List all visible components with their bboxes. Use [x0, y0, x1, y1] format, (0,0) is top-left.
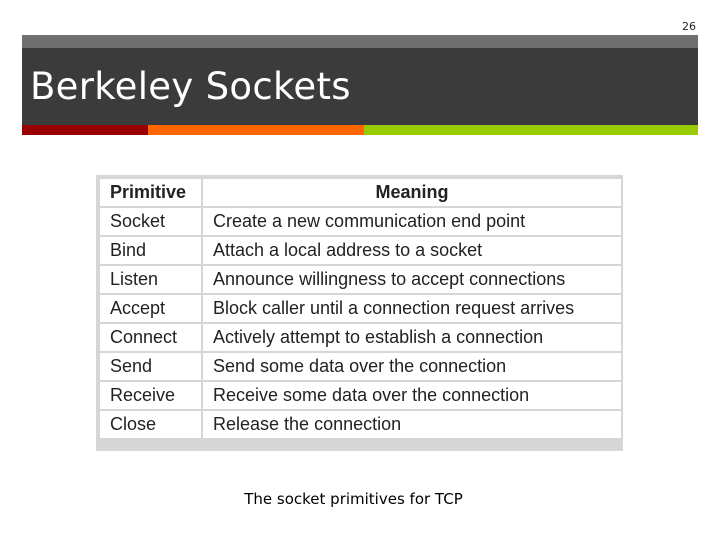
meaning-cell: Create a new communication end point [203, 208, 621, 235]
title-bar-top-strip [22, 35, 698, 48]
accent-segment-red [22, 125, 148, 135]
primitive-cell: Socket [100, 208, 201, 235]
meaning-cell: Receive some data over the connection [203, 382, 621, 409]
accent-segment-green [364, 125, 698, 135]
primitive-cell: Connect [100, 324, 201, 351]
primitive-cell: Accept [100, 295, 201, 322]
primitives-table-frame [96, 175, 623, 451]
column-header-meaning: Meaning [203, 179, 621, 206]
accent-bar [22, 125, 698, 135]
table-row [100, 266, 621, 293]
primitive-cell: Receive [100, 382, 201, 409]
title-bar [22, 35, 698, 125]
meaning-cell: Send some data over the connection [203, 353, 621, 380]
meaning-cell: Announce willingness to accept connections [203, 266, 621, 293]
page-number: 26 [682, 20, 696, 33]
primitive-cell: Listen [100, 266, 201, 293]
table-row [100, 208, 621, 235]
primitive-cell: Send [100, 353, 201, 380]
table-row [100, 382, 621, 409]
meaning-cell: Attach a local address to a socket [203, 237, 621, 264]
table-row [100, 295, 621, 322]
column-header-primitive: Primitive [100, 179, 201, 206]
primitive-cell: Bind [100, 237, 201, 264]
table-header-row [100, 179, 621, 206]
table-row [100, 324, 621, 351]
primitives-table [98, 177, 623, 440]
primitive-cell: Close [100, 411, 201, 438]
meaning-cell: Release the connection [203, 411, 621, 438]
table-row [100, 237, 621, 264]
table-row [100, 411, 621, 438]
meaning-cell: Block caller until a connection request arrives [203, 295, 621, 322]
meaning-cell: Actively attempt to establish a connection [203, 324, 621, 351]
slide-title: Berkeley Sockets [30, 65, 351, 108]
table-row [100, 353, 621, 380]
table-caption: The socket primitives for TCP [244, 490, 463, 508]
accent-segment-orange [148, 125, 364, 135]
